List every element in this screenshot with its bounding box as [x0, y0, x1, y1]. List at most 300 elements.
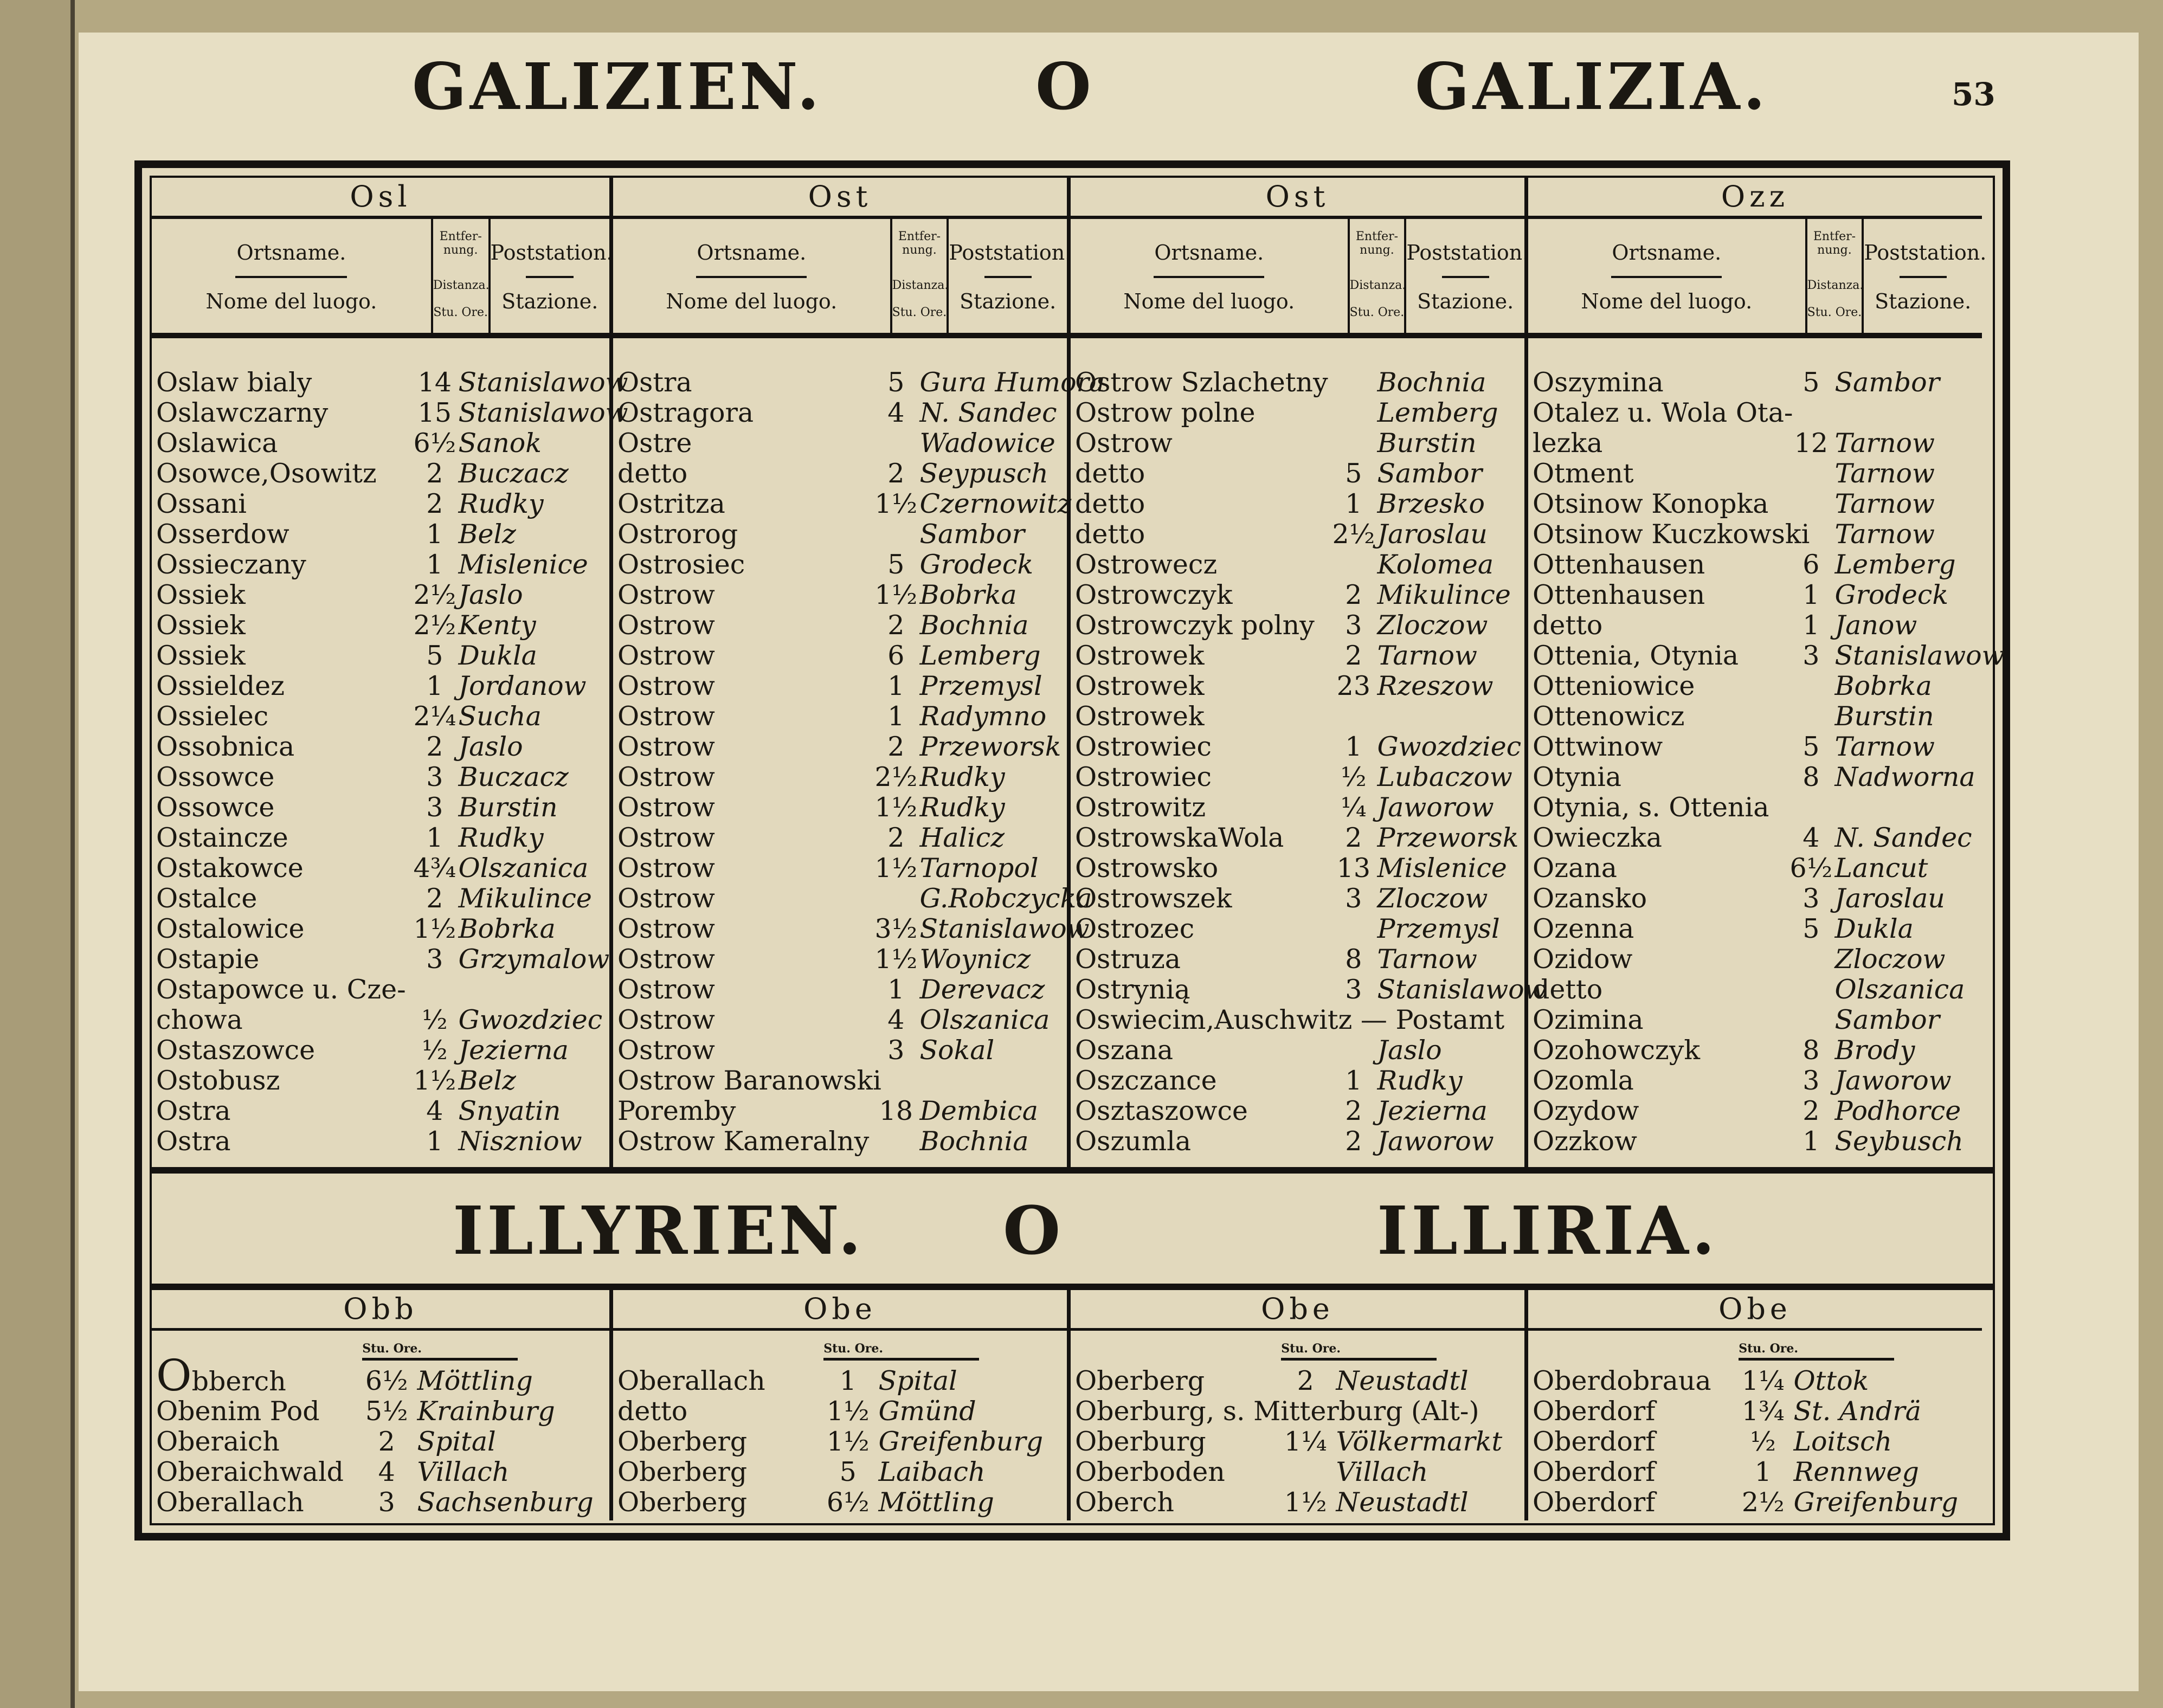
post-station: Jezierna [458, 1035, 569, 1066]
entry-row [152, 489, 609, 519]
post-station: Jordanow [458, 671, 587, 701]
place-name: Oberch [1075, 1487, 1174, 1518]
place-name: Ozidow [1533, 944, 1633, 975]
entry-row [1071, 974, 1547, 1005]
distance-label-it: Distanza. [892, 279, 949, 292]
name-label-it: Nome del luogo. [666, 289, 838, 313]
place-name: Oberdobraua [1533, 1365, 1711, 1396]
distance: 1½ [413, 1065, 456, 1096]
table-frame [134, 160, 2010, 1541]
place-name: Oszymina [1533, 367, 1664, 398]
post-station: Mikulince [1377, 579, 1511, 610]
name-label-it: Nome del luogo. [205, 289, 377, 313]
column-subheader [152, 219, 613, 338]
distance: 3 [426, 762, 443, 792]
post-station: Rudky [919, 762, 1005, 792]
entry-list [1528, 1366, 1982, 1518]
post-station: Derevacz [919, 974, 1045, 1005]
name-header [152, 219, 431, 333]
distance: 1½ [874, 488, 918, 519]
post-station: Burstin [1834, 701, 1934, 732]
post-station: Zloczow [1377, 610, 1488, 641]
place-name: Oberallach [156, 1487, 304, 1518]
entry-row [1071, 580, 1524, 610]
post-station: Greifenburg [1793, 1487, 1959, 1518]
header-rule [984, 276, 1032, 278]
distance: 2 [426, 458, 443, 489]
post-station: Sachsenburg [417, 1487, 594, 1518]
place-name: Oberberg [617, 1456, 748, 1487]
post-station: Grodeck [919, 549, 1034, 580]
place-name: Ostrow [617, 913, 715, 944]
post-station: Brzesko [1377, 488, 1485, 519]
entry-row [1071, 853, 1524, 884]
distance: 8 [1802, 762, 1820, 792]
entry-row [152, 944, 609, 975]
station-label-de: Poststation. [490, 241, 613, 265]
distance: 5 [1802, 913, 1820, 944]
entry-row [613, 1366, 1067, 1396]
post-station: Neustadtl [1336, 1365, 1469, 1396]
post-station: Jaroslau [1377, 519, 1488, 550]
distance: 1 [426, 519, 443, 550]
post-station: Tarnow [1834, 519, 1935, 550]
post-station: Tarnow [1834, 428, 1935, 459]
post-station: Laibach [878, 1456, 986, 1487]
entry-row [613, 671, 1067, 701]
entry-row [152, 397, 628, 428]
distance: 1½ [874, 792, 918, 823]
entry-row [1071, 519, 1524, 550]
place-name: Oberburg [1075, 1426, 1206, 1457]
entry-row [152, 1005, 609, 1035]
distance: 1½ [826, 1396, 870, 1427]
place-name: Oszumla [1075, 1126, 1192, 1157]
distance: 1¾ [1741, 1396, 1785, 1427]
column-title: Obe [1071, 1290, 1524, 1331]
place-name: Ostragora [617, 397, 754, 428]
column-title: Ost [613, 178, 1067, 219]
place-name: Ossowce [156, 762, 275, 792]
place-name: Ottenia, Otynia [1533, 640, 1739, 671]
post-station: Stanislawow [1377, 974, 1547, 1005]
entry-row [1071, 428, 1524, 459]
place-name: Ostrow [617, 1035, 715, 1066]
entry-row [1528, 398, 1982, 428]
place-name: detto [617, 1396, 688, 1427]
entry-row [1071, 914, 1524, 944]
post-station: Radymno [919, 701, 1047, 732]
post-station: Snyatin [458, 1095, 561, 1126]
entry-row [152, 671, 609, 701]
entry-row [613, 944, 1067, 975]
distance: 1 [426, 671, 443, 701]
post-station: Stanislawow [1834, 640, 2005, 671]
stu-ore-label: Stu. Ore. [1807, 306, 1862, 319]
entry-row [1528, 550, 1982, 580]
post-station: Bochnia [1377, 367, 1486, 398]
distance-header [431, 219, 491, 333]
entry-row [152, 762, 609, 792]
entry-row [613, 488, 1072, 519]
post-station: N. Sandec [1834, 822, 1972, 853]
entry-row [152, 853, 609, 884]
post-station: Dukla [1834, 913, 1914, 944]
entry-row [152, 641, 609, 671]
distance: 6½ [365, 1365, 408, 1396]
entry-list [613, 1366, 1067, 1518]
entry-row [152, 914, 609, 944]
entry-row [613, 1126, 1067, 1157]
place-name: Osserdow [156, 519, 289, 550]
book-gutter [0, 0, 75, 1708]
entry-row [152, 610, 609, 641]
place-name: Ostrorog [617, 519, 738, 550]
distance: 2 [887, 610, 905, 641]
entry-row [152, 1457, 609, 1487]
distance: 1 [887, 701, 905, 732]
entry-row [613, 580, 1067, 610]
place-name: Ostrowsko [1075, 853, 1219, 884]
entry-row [1528, 1126, 1982, 1157]
galizien-column [1524, 178, 2005, 1167]
column-title: Ost [1071, 178, 1524, 219]
entry-row [152, 459, 609, 489]
entry-row [1071, 1005, 1524, 1035]
place-name: Ostrow [617, 974, 715, 1005]
post-station: Jezierna [1377, 1095, 1488, 1126]
entry-row [613, 913, 1090, 944]
distance: 2 [1802, 1095, 1820, 1126]
entry-row [152, 975, 609, 1005]
entry-row [1071, 610, 1524, 641]
entry-row [1528, 1427, 1982, 1457]
galizien-column [152, 178, 628, 1167]
distance: ½ [422, 1004, 448, 1035]
post-station: Lancut [1834, 853, 1928, 884]
galizien-column [1067, 178, 1547, 1167]
distance: 1½ [874, 853, 918, 884]
distance: 6½ [413, 428, 456, 459]
place-name: Ostaincze [156, 822, 288, 853]
post-station: Bobrka [458, 913, 556, 944]
entry-row [1071, 1066, 1524, 1096]
distance: 2 [1345, 579, 1362, 610]
post-station: Neustadtl [1336, 1487, 1469, 1518]
place-name: Ostrow [1075, 428, 1173, 459]
distance: 2½ [413, 579, 456, 610]
entry-row [152, 1066, 609, 1096]
post-station: Niszniow [458, 1126, 582, 1157]
post-station: Bochnia [919, 610, 1029, 641]
post-station: Sambor [1377, 458, 1483, 489]
place-name: Ostapie [156, 944, 260, 975]
entry-row [1528, 368, 1982, 398]
post-station: St. Andrä [1793, 1396, 1921, 1427]
place-name: Oberboden [1075, 1456, 1225, 1487]
post-station: N. Sandec [919, 397, 1057, 428]
post-station: Halicz [919, 822, 1005, 853]
post-station: Lemberg [1377, 397, 1498, 428]
place-name: Ossiek [156, 579, 246, 610]
section-divider [152, 1284, 1993, 1290]
distance-header [1805, 219, 1864, 333]
distance: 2½ [1741, 1487, 1785, 1518]
distance: 2 [1345, 640, 1362, 671]
distance: 1 [1802, 579, 1820, 610]
post-station: Tarnow [1834, 731, 1935, 762]
illyrien-heading [152, 1175, 1993, 1284]
place-name: Ozimina [1533, 1004, 1644, 1035]
distance: 4 [378, 1456, 395, 1487]
post-station: Tarnow [1834, 488, 1935, 519]
header-rule [1442, 276, 1489, 278]
distance: 1 [426, 1126, 443, 1157]
distance: 1¼ [1284, 1426, 1327, 1457]
entry-list [1528, 367, 2005, 1157]
place-name: detto [1075, 519, 1145, 550]
entry-row [152, 1096, 609, 1126]
entry-row [613, 550, 1067, 580]
entry-row [613, 428, 1067, 459]
entry-row [1528, 1005, 1982, 1035]
post-station: Bobrka [919, 579, 1017, 610]
post-station: Villach [1336, 1456, 1428, 1487]
entry-row [613, 367, 1105, 398]
distance: 2 [887, 731, 905, 762]
place-name: Ottenowicz [1533, 701, 1685, 732]
place-name: Ostre [617, 428, 692, 459]
post-station: Ottok [1793, 1365, 1869, 1396]
post-station: Möttling [878, 1487, 994, 1518]
stu-rule [362, 1358, 518, 1361]
heading-illyrien: ILLYRIEN. [453, 1191, 865, 1269]
distance: 3 [426, 944, 443, 975]
name-label-it: Nome del luogo. [1581, 289, 1753, 313]
place-name: Otynia, s. Ottenia [1533, 792, 1769, 823]
distance: 1 [839, 1365, 857, 1396]
column-subheader [1528, 219, 1987, 338]
place-name: Ostrow [617, 701, 715, 732]
place-name: Oslawica [156, 428, 278, 459]
post-station: Rudky [458, 822, 544, 853]
place-name-rest: bberch [191, 1366, 286, 1397]
post-station: Przemysl [919, 671, 1042, 701]
distance: 5 [839, 1456, 857, 1487]
distance: 2½ [1332, 519, 1375, 550]
post-station: Lemberg [1834, 549, 1956, 580]
place-name: Ostalce [156, 883, 258, 914]
entry-row [613, 519, 1067, 550]
stu-rule [823, 1358, 979, 1361]
entry-row [1071, 550, 1524, 580]
entry-row [613, 641, 1067, 671]
place-name: Oszczance [1075, 1065, 1217, 1096]
distance: 2 [887, 822, 905, 853]
entry-row [613, 762, 1067, 792]
entry-row [1528, 1035, 1982, 1066]
distance-header [890, 219, 949, 333]
entry-row [1071, 459, 1524, 489]
entry-row [152, 519, 609, 550]
place-name: Osztaszowce [1075, 1095, 1248, 1126]
place-name: detto [1533, 610, 1603, 641]
name-header [1528, 219, 1805, 333]
place-name: Ozomla [1533, 1065, 1634, 1096]
distance: 1½ [826, 1426, 870, 1457]
place-name: Ostrynią [1075, 974, 1190, 1005]
distance: 1½ [874, 944, 918, 975]
distance-label-it: Distanza. [1807, 279, 1864, 292]
place-name: detto [1075, 488, 1145, 519]
place-name: Ozana [1533, 853, 1617, 884]
place-name: Ostrow polne [1075, 397, 1256, 428]
distance: 2 [426, 883, 443, 914]
entry-row [152, 550, 609, 580]
entry-row [1528, 580, 1982, 610]
entry-row [1071, 641, 1524, 671]
entry-row [1528, 428, 1982, 459]
place-name: Ottwinow [1533, 731, 1663, 762]
initial-capital: O [156, 1350, 192, 1401]
place-name: Ostrozec [1075, 913, 1195, 944]
distance-label-de: Entfer-nung. [439, 230, 482, 257]
post-station: Gmünd [878, 1396, 976, 1427]
heading-illiria: ILLIRIA. [1377, 1191, 1718, 1269]
header-rule [1611, 276, 1722, 278]
entry-row [1071, 1096, 1524, 1126]
station-label-de: Poststation. [1864, 241, 1987, 265]
column-subheader [1071, 219, 1529, 338]
post-station: Stanislawow [458, 397, 628, 428]
entry-row [1528, 884, 1982, 914]
distance: 5 [1802, 731, 1820, 762]
post-station: G.Robczycka [919, 883, 1092, 914]
post-station: Sucha [458, 701, 542, 732]
entry-row [1528, 671, 1982, 701]
distance: 3 [1345, 883, 1362, 914]
entry-row [1528, 1457, 1982, 1487]
post-station: Jaslo [458, 579, 523, 610]
distance: 3½ [874, 913, 918, 944]
post-station: Krainburg [417, 1396, 555, 1427]
post-station: Buczacz [458, 458, 569, 489]
entry-list [152, 367, 628, 1157]
entry-row [1071, 489, 1524, 519]
entry-row [152, 792, 609, 823]
place-name: Otteniowice [1533, 671, 1695, 701]
post-station: Lubaczow [1377, 762, 1512, 792]
station-label-it: Stazione. [1417, 289, 1514, 313]
galizien-column [609, 178, 1105, 1167]
entry-row [1071, 884, 1524, 914]
station-header [949, 219, 1072, 333]
place-name: Otment [1533, 458, 1634, 489]
post-station: Villach [417, 1456, 510, 1487]
place-name: Ostra [617, 367, 692, 398]
column-title: Obb [152, 1290, 609, 1331]
place-name: Ossiek [156, 610, 246, 641]
place-name [156, 1350, 286, 1401]
place-name: Ossobnica [156, 731, 295, 762]
entry-row [613, 398, 1067, 428]
place-name: Oberberg [1075, 1365, 1205, 1396]
entry-row [152, 1427, 609, 1457]
name-label-it: Nome del luogo. [1123, 289, 1295, 313]
entry-row [152, 1350, 609, 1401]
place-name: Oberdorf [1533, 1396, 1656, 1427]
post-station: Burstin [1377, 428, 1477, 459]
column-subheader [613, 219, 1072, 338]
entry-row [1071, 701, 1524, 732]
post-station: Stanislawow [458, 367, 628, 398]
post-station: Seypusch [919, 458, 1048, 489]
entry-row [1071, 1126, 1524, 1157]
page-number: 53 [1952, 76, 1995, 113]
stu-ore-label: Stu. Ore. [892, 306, 947, 319]
distance: 2 [1345, 1126, 1362, 1157]
distance: 3 [426, 792, 443, 823]
post-station: Grzymalow [458, 944, 610, 975]
place-name: Ostritza [617, 488, 725, 519]
distance: 1 [1345, 731, 1362, 762]
stu-ore-label: Stu. Ore. [362, 1342, 422, 1356]
entry-row [152, 732, 609, 762]
distance: 1 [426, 822, 443, 853]
place-name: Ostra [156, 1095, 231, 1126]
entry-list [613, 367, 1105, 1157]
station-label-it: Stazione. [501, 289, 598, 313]
entry-row [613, 975, 1067, 1005]
station-header [1864, 219, 1987, 333]
place-name: Ostrow [617, 853, 715, 884]
entry-row [1528, 489, 1982, 519]
distance: ¼ [1341, 792, 1367, 823]
post-station: Mislenice [1377, 853, 1507, 884]
entry-row [1528, 853, 1982, 884]
entry-row [152, 428, 609, 459]
post-station: Olszanica [458, 853, 589, 884]
post-station: Jaslo [1377, 1035, 1442, 1066]
post-station: Rzeszow [1377, 671, 1494, 701]
entry-row [613, 1096, 1067, 1126]
header-galizien: GALIZIEN. [412, 49, 823, 124]
place-name: Poremby [617, 1095, 736, 1126]
place-name: Ostrowitz [1075, 792, 1206, 823]
post-station: Rennweg [1793, 1456, 1919, 1487]
place-name: Oberdorf [1533, 1426, 1656, 1457]
distance: 6½ [826, 1487, 870, 1518]
place-name: Ostra [156, 1126, 231, 1157]
post-station: Mislenice [458, 549, 588, 580]
distance: 14 [417, 367, 452, 398]
entry-row [613, 1035, 1067, 1066]
post-station: Sambor [1834, 367, 1940, 398]
distance: 1 [1754, 1456, 1772, 1487]
distance: 8 [1802, 1035, 1820, 1066]
distance: 5 [1802, 367, 1820, 398]
distance: 5 [426, 640, 443, 671]
distance: 13 [1336, 853, 1371, 884]
place-name: Ostrowczyk polny [1075, 610, 1315, 641]
station-label-de: Poststation. [949, 241, 1072, 265]
entry-row [1071, 1427, 1524, 1457]
place-name: Oberdorf [1533, 1487, 1656, 1518]
distance: 3 [887, 1035, 905, 1066]
entry-row [1071, 671, 1524, 701]
place-name: OstrowskaWola [1075, 822, 1284, 853]
post-station: Rudky [458, 488, 544, 519]
